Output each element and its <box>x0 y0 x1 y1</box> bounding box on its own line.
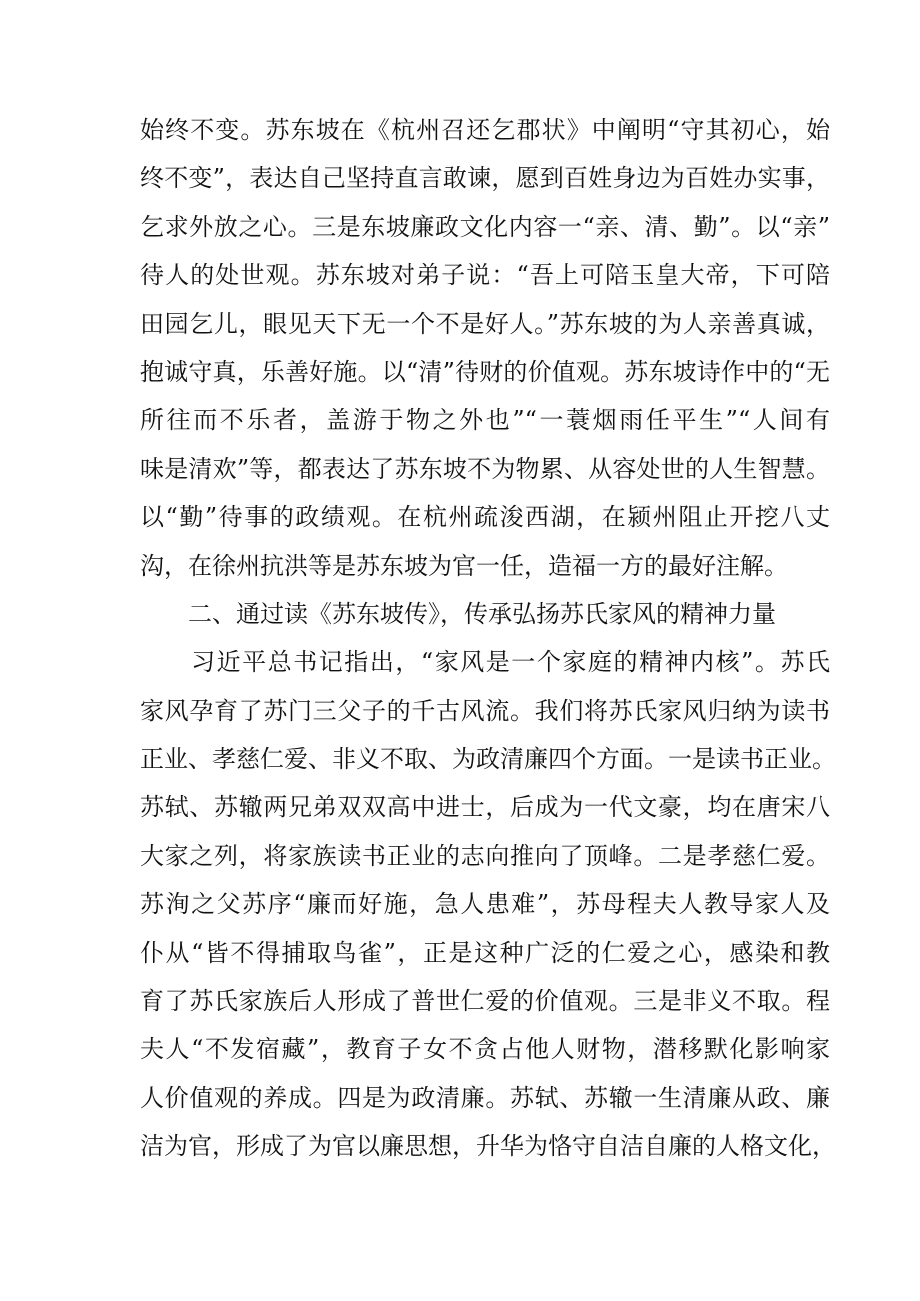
text-line: 夫人“不发宿藏”，教育子女不贪占他人财物，潜移默化影响家 <box>140 1035 830 1064</box>
paragraph-start-line: 习近平总书记指出，“家风是一个家庭的精神内核”。苏氏 <box>140 648 830 677</box>
body-text <box>140 106 836 1171</box>
text-line: 乞求外放之心。三是东坡廉政文化内容一“亲、清、勤”。以“亲” <box>140 212 830 241</box>
text-line: 人价值观的养成。四是为政清廉。苏轼、苏辙一生清廉从政、廉 <box>140 1083 830 1112</box>
text-line: 所往而不乐者，盖游于物之外也”“一蓑烟雨任平生”“人间有 <box>140 406 830 435</box>
text-line: 大家之列，将家族读书正业的志向推向了顶峰。二是孝慈仁爱。 <box>140 841 830 870</box>
text-line: 家风孕育了苏门三父子的千古风流。我们将苏氏家风归纳为读书 <box>140 696 830 725</box>
text-line: 始终不变。苏东坡在《杭州召还乞郡状》中阐明“守其初心，始 <box>140 116 830 144</box>
text-line: 待人的处世观。苏东坡对弟子说：“吾上可陪玉皇大帝，下可陪 <box>140 261 830 290</box>
text-line: 田园乞儿，眼见天下无一个不是好人。”苏东坡的为人亲善真诚， <box>140 309 830 338</box>
text-line: 终不变”，表达自己坚持直言敢谏，愿到百姓身边为百姓办实事， <box>140 164 830 193</box>
paragraph-end-line: 沟，在徐州抗洪等是苏东坡为官一任，造福一方的最好注解。 <box>140 551 788 580</box>
text-line: 正业、孝慈仁爱、非义不取、为政清廉四个方面。一是读书正业。 <box>140 745 836 774</box>
text-line: 味是清欢”等，都表达了苏东坡不为物累、从容处世的人生智慧。 <box>140 454 830 483</box>
text-line: 洁为官，形成了为官以廉思想，升华为恪守自洁自廉的人格文化， <box>140 1132 836 1161</box>
text-line: 以“勤”待事的政绩观。在杭州疏浚西湖，在颍州阻止开挖八丈 <box>140 503 830 532</box>
text-line: 育了苏氏家族后人形成了普世仁爱的价值观。三是非义不取。程 <box>140 987 830 1016</box>
section-heading: 二、通过读《苏东坡传》，传承弘扬苏氏家风的精神力量 <box>140 599 776 628</box>
text-line: 仆从“皆不得捕取鸟雀”，正是这种广泛的仁爱之心，感染和教 <box>140 938 830 967</box>
text-line: 抱诚守真，乐善好施。以“清”待财的价值观。苏东坡诗作中的“无 <box>140 357 830 386</box>
text-line: 苏洵之父苏序“廉而好施，急人患难”，苏母程夫人教导家人及 <box>140 890 830 919</box>
text-line: 苏轼、苏辙两兄弟双双高中进士，后成为一代文豪，均在唐宋八 <box>140 793 830 822</box>
